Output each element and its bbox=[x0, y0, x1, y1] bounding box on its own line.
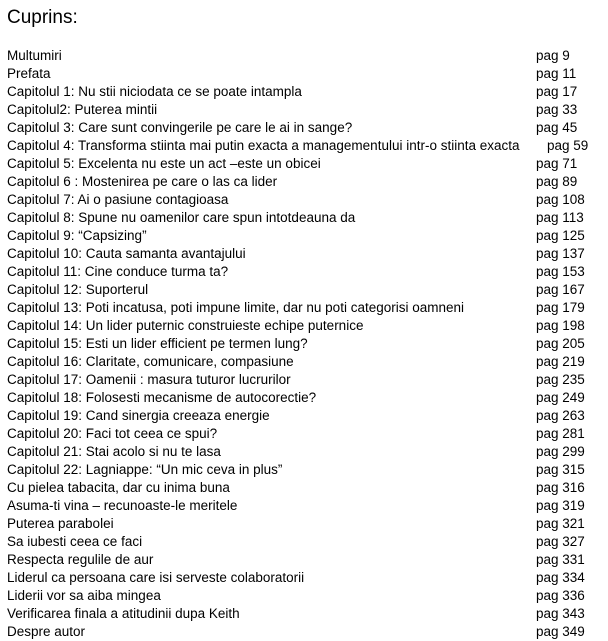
toc-entry-page: pag 71 bbox=[536, 156, 578, 171]
toc-entry-title: Despre autor bbox=[7, 624, 86, 639]
toc-entry-title: Capitolul 20: Faci tot ceea ce spui? bbox=[7, 426, 218, 441]
toc-entry-page: pag 59 bbox=[547, 138, 589, 153]
toc-entry-title: Sa iubesti ceea ce faci bbox=[7, 534, 143, 549]
toc-entry bbox=[7, 389, 605, 407]
toc-entry-title: Capitolul 21: Stai acolo si nu te lasa bbox=[7, 444, 221, 459]
toc-entry bbox=[7, 155, 605, 173]
toc-entry-title: Capitolul 3: Care sunt convingerile pe care le ai in sange? bbox=[7, 120, 353, 135]
toc-entry-page: pag 327 bbox=[536, 534, 585, 549]
toc-entry bbox=[7, 479, 605, 497]
toc-entry-page: pag 45 bbox=[536, 120, 578, 135]
toc-entry bbox=[7, 173, 605, 191]
toc-entry bbox=[7, 137, 605, 155]
toc-entry-page: pag 334 bbox=[536, 570, 585, 585]
toc-entry-page: pag 9 bbox=[536, 48, 570, 63]
toc-entry-title: Capitolul 7: Ai o pasiune contagioasa bbox=[7, 192, 229, 207]
toc-entry-page: pag 33 bbox=[536, 102, 578, 117]
toc-entry bbox=[7, 299, 605, 317]
toc-entry-page: pag 319 bbox=[536, 498, 585, 513]
toc-entry-page: pag 321 bbox=[536, 516, 585, 531]
toc-entry-title: Capitolul 4: Transforma stiinta mai putin exacta a managementului intr-o stiinta exacta bbox=[7, 138, 520, 153]
toc-entry bbox=[7, 83, 605, 101]
toc-entry bbox=[7, 587, 605, 605]
toc-entry-title: Cu pielea tabacita, dar cu inima buna bbox=[7, 480, 230, 495]
toc-entry-title: Capitolul 10: Cauta samanta avantajului bbox=[7, 246, 246, 261]
toc-entry-page: pag 153 bbox=[536, 264, 585, 279]
toc-entry-page: pag 11 bbox=[536, 66, 577, 81]
toc-entry bbox=[7, 245, 605, 263]
toc-entry bbox=[7, 605, 605, 623]
page-title: Cuprins: bbox=[7, 7, 78, 28]
toc-entry-title: Capitolul 11: Cine conduce turma ta? bbox=[7, 264, 229, 279]
toc-entry-page: pag 219 bbox=[536, 354, 585, 369]
toc-entry-page: pag 108 bbox=[536, 192, 585, 207]
toc-entry bbox=[7, 443, 605, 461]
toc-entry-title: Capitolul 5: Excelenta nu este un act –este un obicei bbox=[7, 156, 321, 171]
toc-entry-title: Multumiri bbox=[7, 48, 62, 63]
toc-entry-page: pag 17 bbox=[536, 84, 578, 99]
toc-entry bbox=[7, 335, 605, 353]
toc-entry-title: Capitolul2: Puterea mintii bbox=[7, 102, 158, 117]
toc-entry-title: Capitolul 6 : Mostenirea pe care o las ca lider bbox=[7, 174, 278, 189]
toc-entry bbox=[7, 281, 605, 299]
toc-entry bbox=[7, 119, 605, 137]
toc-entry bbox=[7, 533, 605, 551]
toc-entry-page: pag 205 bbox=[536, 336, 585, 351]
toc-entry-title: Verificarea finala a atitudinii dupa Keith bbox=[7, 606, 240, 621]
toc-entry bbox=[7, 47, 605, 65]
toc-entry-page: pag 179 bbox=[536, 300, 585, 315]
toc-entry-page: pag 315 bbox=[536, 462, 585, 477]
toc-entry-title: Capitolul 19: Cand sinergia creeaza energie bbox=[7, 408, 270, 423]
toc-entry-title: Capitolul 15: Esti un lider efficient pe termen lung? bbox=[7, 336, 308, 351]
toc-entry-page: pag 198 bbox=[536, 318, 585, 333]
toc-entry-title: Liderul ca persoana care isi serveste colaboratorii bbox=[7, 570, 305, 585]
table-of-contents bbox=[7, 47, 605, 641]
toc-entry bbox=[7, 425, 605, 443]
toc-entry-page: pag 343 bbox=[536, 606, 585, 621]
toc-entry-title: Respecta regulile de aur bbox=[7, 552, 154, 567]
toc-entry-title: Liderii vor sa aiba mingea bbox=[7, 588, 161, 603]
toc-entry bbox=[7, 623, 605, 641]
toc-entry bbox=[7, 515, 605, 533]
toc-entry-page: pag 263 bbox=[536, 408, 585, 423]
toc-entry-page: pag 336 bbox=[536, 588, 585, 603]
toc-entry-page: pag 113 bbox=[536, 210, 584, 225]
toc-entry-title: Capitolul 12: Suporterul bbox=[7, 282, 149, 297]
toc-entry bbox=[7, 569, 605, 587]
toc-entry bbox=[7, 191, 605, 209]
toc-entry-title: Capitolul 13: Poti incatusa, poti impune limite, dar nu poti categorisi oamneni bbox=[7, 300, 465, 315]
toc-entry-title: Capitolul 17: Oamenii : masura tuturor lucrurilor bbox=[7, 372, 291, 387]
toc-entry-title: Capitolul 8: Spune nu oamenilor care spun intotdeauna da bbox=[7, 210, 356, 225]
toc-entry-title: Prefata bbox=[7, 66, 51, 81]
toc-entry bbox=[7, 209, 605, 227]
toc-entry-page: pag 125 bbox=[536, 228, 585, 243]
toc-entry-page: pag 331 bbox=[536, 552, 585, 567]
toc-entry bbox=[7, 227, 605, 245]
toc-entry bbox=[7, 407, 605, 425]
toc-entry-page: pag 349 bbox=[536, 624, 585, 639]
toc-entry-page: pag 316 bbox=[536, 480, 585, 495]
toc-entry bbox=[7, 371, 605, 389]
toc-entry-title: Capitolul 1: Nu stii niciodata ce se poate intampla bbox=[7, 84, 302, 99]
toc-entry bbox=[7, 497, 605, 515]
toc-entry-title: Capitolul 14: Un lider puternic construieste echipe puternice bbox=[7, 318, 364, 333]
toc-entry bbox=[7, 461, 605, 479]
toc-entry-page: pag 89 bbox=[536, 174, 578, 189]
toc-entry-page: pag 137 bbox=[536, 246, 585, 261]
toc-entry-title: Capitolul 18: Folosesti mecanisme de autocorectie? bbox=[7, 390, 317, 405]
toc-entry bbox=[7, 551, 605, 569]
toc-entry bbox=[7, 353, 605, 371]
toc-entry-page: pag 235 bbox=[536, 372, 585, 387]
toc-entry-page: pag 299 bbox=[536, 444, 585, 459]
toc-entry bbox=[7, 263, 605, 281]
toc-entry-title: Capitolul 16: Claritate, comunicare, compasiune bbox=[7, 354, 294, 369]
toc-entry bbox=[7, 317, 605, 335]
toc-entry bbox=[7, 65, 605, 83]
toc-entry-page: pag 167 bbox=[536, 282, 585, 297]
toc-entry-title: Puterea parabolei bbox=[7, 516, 114, 531]
toc-entry-title: Capitolul 9: “Capsizing” bbox=[7, 228, 147, 243]
toc-entry-title: Asuma-ti vina – recunoaste-le meritele bbox=[7, 498, 238, 513]
toc-entry-title: Capitolul 22: Lagniappe: “Un mic ceva in plus” bbox=[7, 462, 283, 477]
toc-entry bbox=[7, 101, 605, 119]
toc-entry-page: pag 249 bbox=[536, 390, 585, 405]
toc-entry-page: pag 281 bbox=[536, 426, 585, 441]
